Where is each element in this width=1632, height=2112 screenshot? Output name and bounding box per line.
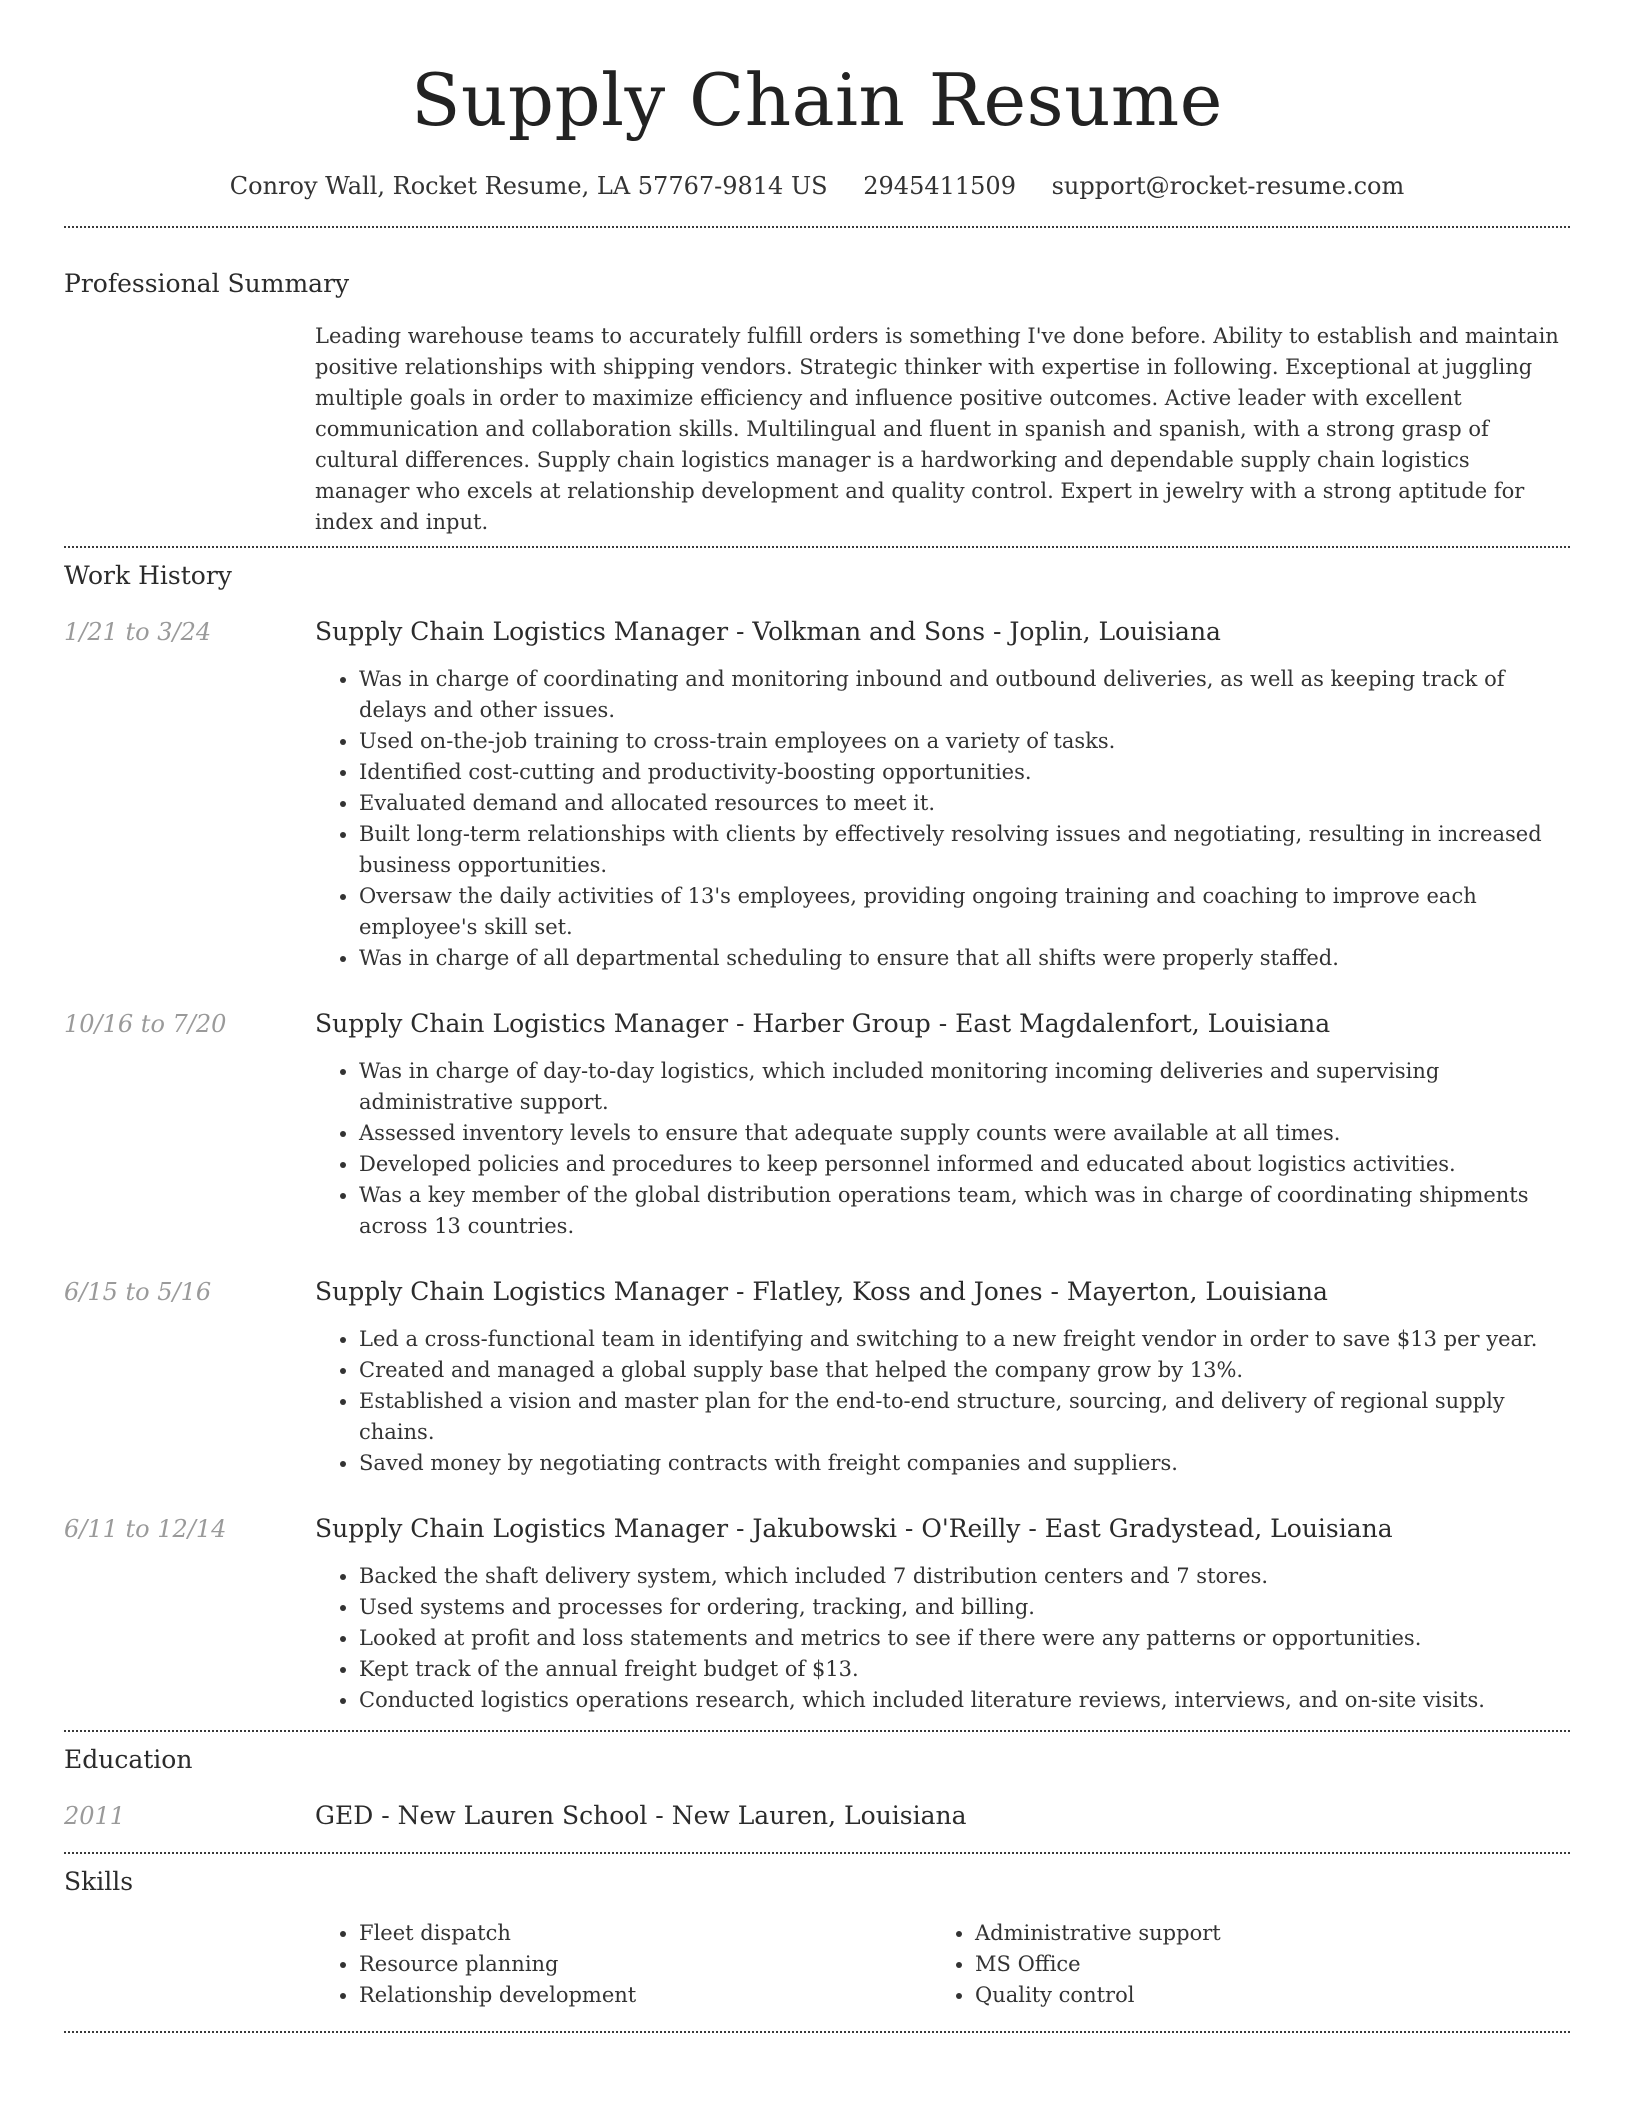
job-bullets	[315, 1324, 1570, 1479]
section-title-summary: Professional Summary	[64, 269, 350, 298]
skill-item: • MS Office	[975, 1949, 1547, 1980]
divider	[64, 1730, 1570, 1732]
divider	[64, 1852, 1570, 1854]
job-dates: 6/11 to 12/14	[64, 1515, 227, 1543]
summary-text: Leading warehouse teams to accurately fulfill orders is something I've done before. Ability to establish and maintain positive relationships with shipping vendors. Strategic thinker with expertise in following. Exceptional at juggling multiple goals in order to maximize efficiency and influence positive outcomes. Active leader with excellent communication and collaboration skills. Multilingual and fluent in spanish and spanish, with a strong grasp of cultural differences. Supply chain logistics manager is a hardworking and dependable supply chain logistics manager who excels at relationship development and quality control. Expert in jewelry with a strong aptitude for index and input.	[315, 324, 1559, 534]
job-heading: Supply Chain Logistics Manager - Volkman and Sons - Joplin, Louisiana	[315, 617, 1221, 646]
resume-page	[64, 0, 1570, 2033]
list-item: • Developed policies and procedures to keep personnel informed and educated about logistics activities.	[359, 1149, 1570, 1180]
list-item: • Saved money by negotiating contracts with freight companies and suppliers.	[359, 1448, 1570, 1479]
list-item: • Established a vision and master plan for the end-to-end structure, sourcing, and delivery of regional supply chains.	[359, 1386, 1570, 1448]
education-entry	[64, 1800, 1570, 1832]
job-dates: 1/21 to 3/24	[64, 618, 212, 646]
list-item: • Looked at profit and loss statements and metrics to see if there were any patterns or opportunities.	[359, 1623, 1570, 1654]
education-heading: GED - New Lauren School - New Lauren, Louisiana	[315, 1801, 967, 1830]
section-title-education: Education	[64, 1745, 193, 1774]
contact-email: support@rocket-resume.com	[1051, 172, 1405, 200]
list-item: • Used systems and processes for ordering, tracking, and billing.	[359, 1592, 1570, 1623]
contact-line	[64, 168, 1570, 204]
skills-column-2	[931, 1918, 1547, 2011]
job-heading: Supply Chain Logistics Manager - Harber Group - East Magdalenfort, Louisiana	[315, 1009, 1331, 1038]
resume-title: Supply Chain Resume	[411, 58, 1223, 142]
education-year: 2011	[64, 1802, 126, 1830]
divider	[64, 546, 1570, 548]
skill-item: • Quality control	[975, 1980, 1547, 2011]
job-bullets	[315, 664, 1570, 974]
job-bullets	[315, 1056, 1570, 1242]
list-item: • Built long-term relationships with clients by effectively resolving issues and negotiating, resulting in increased business opportunities.	[359, 819, 1570, 881]
list-item: • Was in charge of coordinating and monitoring inbound and outbound deliveries, as well as keeping track of delays and other issues.	[359, 664, 1570, 726]
job-entry	[64, 1513, 1570, 1716]
list-item: • Was a key member of the global distribution operations team, which was in charge of coordinating shipments across 13 countries.	[359, 1180, 1570, 1242]
skill-item: • Relationship development	[359, 1980, 931, 2011]
job-bullets	[315, 1561, 1570, 1716]
divider	[64, 226, 1570, 228]
skills-column-1	[315, 1918, 931, 2011]
list-item: • Identified cost-cutting and productivity-boosting opportunities.	[359, 757, 1570, 788]
divider	[64, 2031, 1570, 2033]
list-item: • Led a cross-functional team in identifying and switching to a new freight vendor in order to save $13 per year.	[359, 1324, 1570, 1355]
list-item: • Conducted logistics operations research, which included literature reviews, interviews, and on-site visits.	[359, 1685, 1570, 1716]
list-item: • Assessed inventory levels to ensure that adequate supply counts were available at all times.	[359, 1118, 1570, 1149]
job-entry	[64, 1276, 1570, 1479]
job-heading: Supply Chain Logistics Manager - Flatley, Koss and Jones - Mayerton, Louisiana	[315, 1277, 1328, 1306]
contact-phone: 2945411509	[863, 172, 1016, 200]
list-item: • Created and managed a global supply base that helped the company grow by 13%.	[359, 1355, 1570, 1386]
job-dates: 10/16 to 7/20	[64, 1010, 227, 1038]
job-dates: 6/15 to 5/16	[64, 1278, 212, 1306]
list-item: • Used on-the-job training to cross-train employees on a variety of tasks.	[359, 726, 1570, 757]
list-item: • Was in charge of all departmental scheduling to ensure that all shifts were properly staffed.	[359, 943, 1570, 974]
list-item: • Backed the shaft delivery system, which included 7 distribution centers and 7 stores.	[359, 1561, 1570, 1592]
skill-item: • Fleet dispatch	[359, 1918, 931, 1949]
list-item: • Kept track of the annual freight budget of $13.	[359, 1654, 1570, 1685]
contact-address: Conroy Wall, Rocket Resume, LA 57767-9814 US	[229, 172, 828, 200]
section-title-work-history: Work History	[64, 561, 232, 590]
skill-item: • Administrative support	[975, 1918, 1547, 1949]
list-item: • Oversaw the daily activities of 13's employees, providing ongoing training and coaching to improve each employee's skill set.	[359, 881, 1570, 943]
list-item: • Evaluated demand and allocated resources to meet it.	[359, 788, 1570, 819]
list-item: • Was in charge of day-to-day logistics, which included monitoring incoming deliveries and supervising administrative support.	[359, 1056, 1570, 1118]
job-heading: Supply Chain Logistics Manager - Jakubowski - O'Reilly - East Gradystead, Louisiana	[315, 1514, 1393, 1543]
section-title-skills: Skills	[64, 1867, 134, 1896]
skill-item: • Resource planning	[359, 1949, 931, 1980]
job-entry	[64, 1008, 1570, 1242]
skills-list	[315, 1918, 1570, 2011]
job-entry	[64, 616, 1570, 974]
